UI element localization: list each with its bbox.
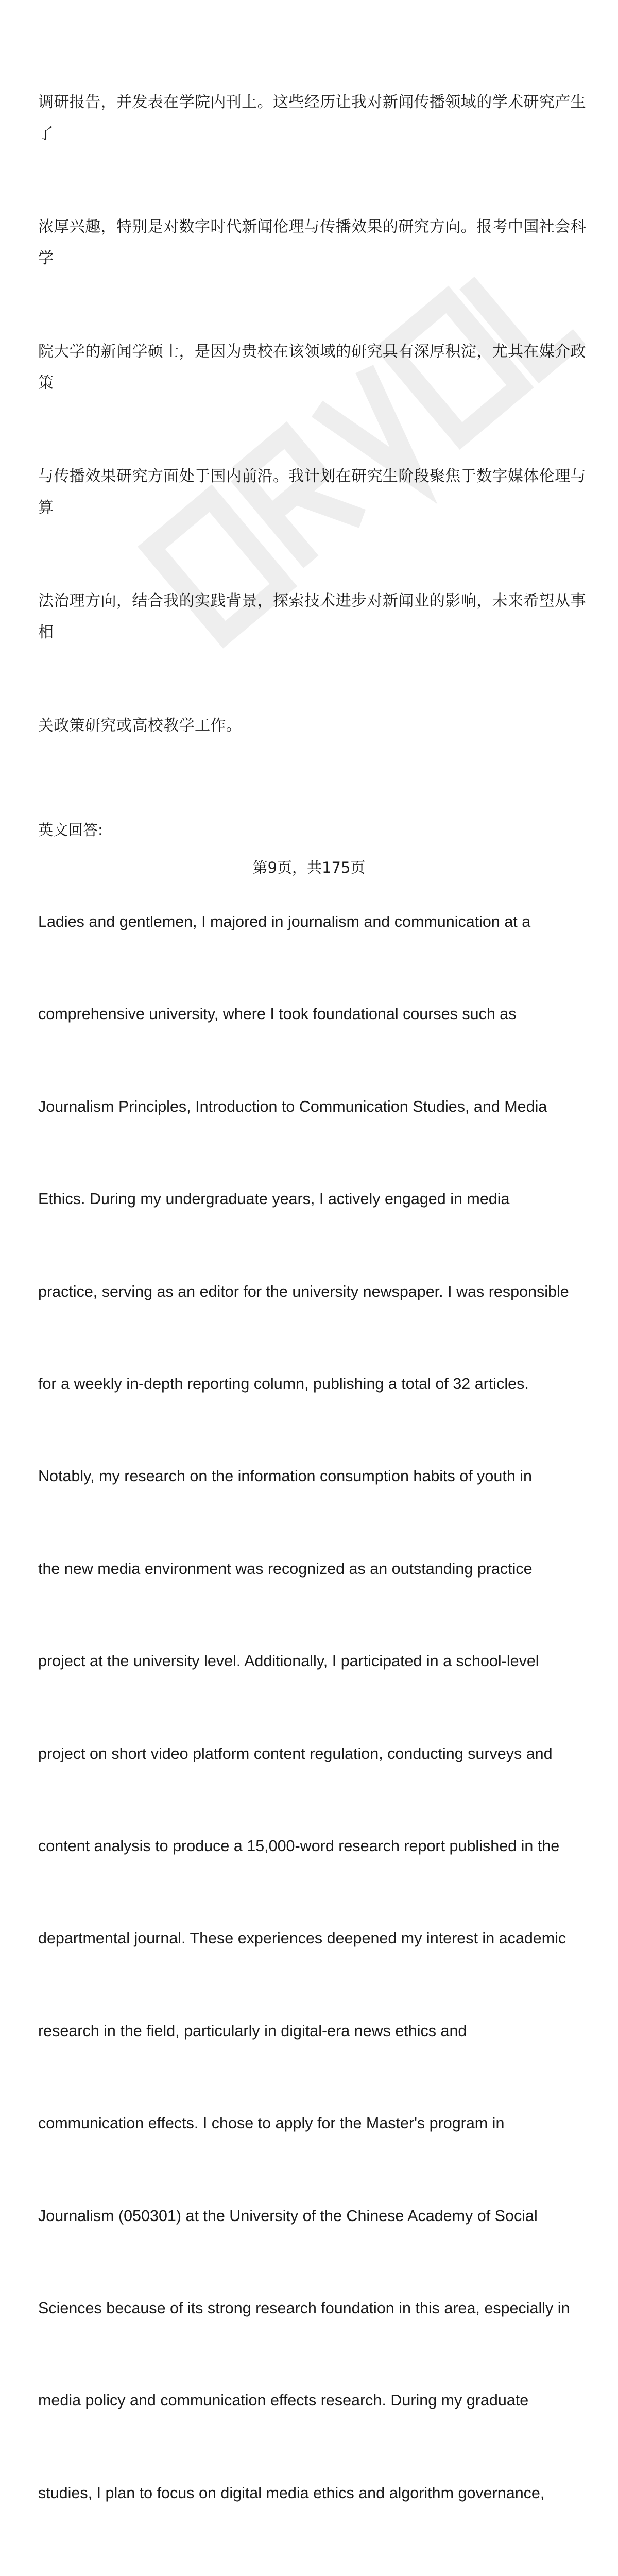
english-answer-line: Journalism (050301) at the University of the Chinese Academy of Social <box>38 2201 599 2232</box>
english-answer-line <box>38 2570 599 2576</box>
english-answer-line: research in the field, particularly in digital-era news ethics and <box>38 2016 599 2047</box>
english-answer-line: project at the university level. Additionally, I participated in a school-level <box>38 1646 599 1677</box>
chinese-answer-line: 调研报告，并发表在学院内刊上。这些经历让我对新闻传播领域的学术研究产生了 <box>38 87 599 149</box>
english-answer-line: communication effects. I chose to apply for the Master's program in <box>38 2108 599 2139</box>
chinese-answer-paragraph <box>38 25 599 804</box>
english-answer-line: Ethics. During my undergraduate years, I actively engaged in media <box>38 1184 599 1215</box>
english-answer-line: practice, serving as an editor for the university newspaper. I was responsible <box>38 1277 599 1308</box>
english-answer-line: Ladies and gentlemen, I majored in journalism and communication at a <box>38 907 599 938</box>
english-answer-line: media policy and communication effects research. During my graduate <box>38 2385 599 2416</box>
page-number-footer: 第9页，共175页 <box>0 856 618 877</box>
english-answer-line: for a weekly in-depth reporting column, publishing a total of 32 articles. <box>38 1369 599 1400</box>
english-answer-line: the new media environment was recognized as an outstanding practice <box>38 1554 599 1585</box>
english-answer-paragraph <box>38 845 599 2576</box>
english-answer-heading: 英文回答: <box>38 815 599 845</box>
english-answer-line: departmental journal. These experiences deepened my interest in academic <box>38 1923 599 1954</box>
english-answer-line: project on short video platform content regulation, conducting surveys and <box>38 1739 599 1770</box>
chinese-answer-line: 与传播效果研究方面处于国内前沿。我计划在研究生阶段聚焦于数字媒体伦理与算 <box>38 461 599 523</box>
chinese-answer-line: 浓厚兴趣，特别是对数字时代新闻伦理与传播效果的研究方向。报考中国社会科学 <box>38 212 599 274</box>
english-answer-line: comprehensive university, where I took foundational courses such as <box>38 999 599 1030</box>
english-answer-line: Notably, my research on the information consumption habits of youth in <box>38 1461 599 1492</box>
english-answer-line: studies, I plan to focus on digital media ethics and algorithm governance, <box>38 2478 599 2509</box>
english-answer-line: content analysis to produce a 15,000-word research report published in the <box>38 1831 599 1862</box>
document-page <box>38 25 599 2576</box>
chinese-answer-line: 院大学的新闻学硕士，是因为贵校在该领域的研究具有深厚积淀，尤其在媒介政策 <box>38 336 599 399</box>
english-answer-line: Sciences because of its strong research foundation in this area, especially in <box>38 2293 599 2324</box>
chinese-answer-line: 法治理方向，结合我的实践背景，探索技术进步对新闻业的影响，未来希望从事相 <box>38 586 599 648</box>
english-answer-line: Journalism Principles, Introduction to Communication Studies, and Media <box>38 1092 599 1123</box>
chinese-answer-line: 关政策研究或高校教学工作。 <box>38 710 599 742</box>
